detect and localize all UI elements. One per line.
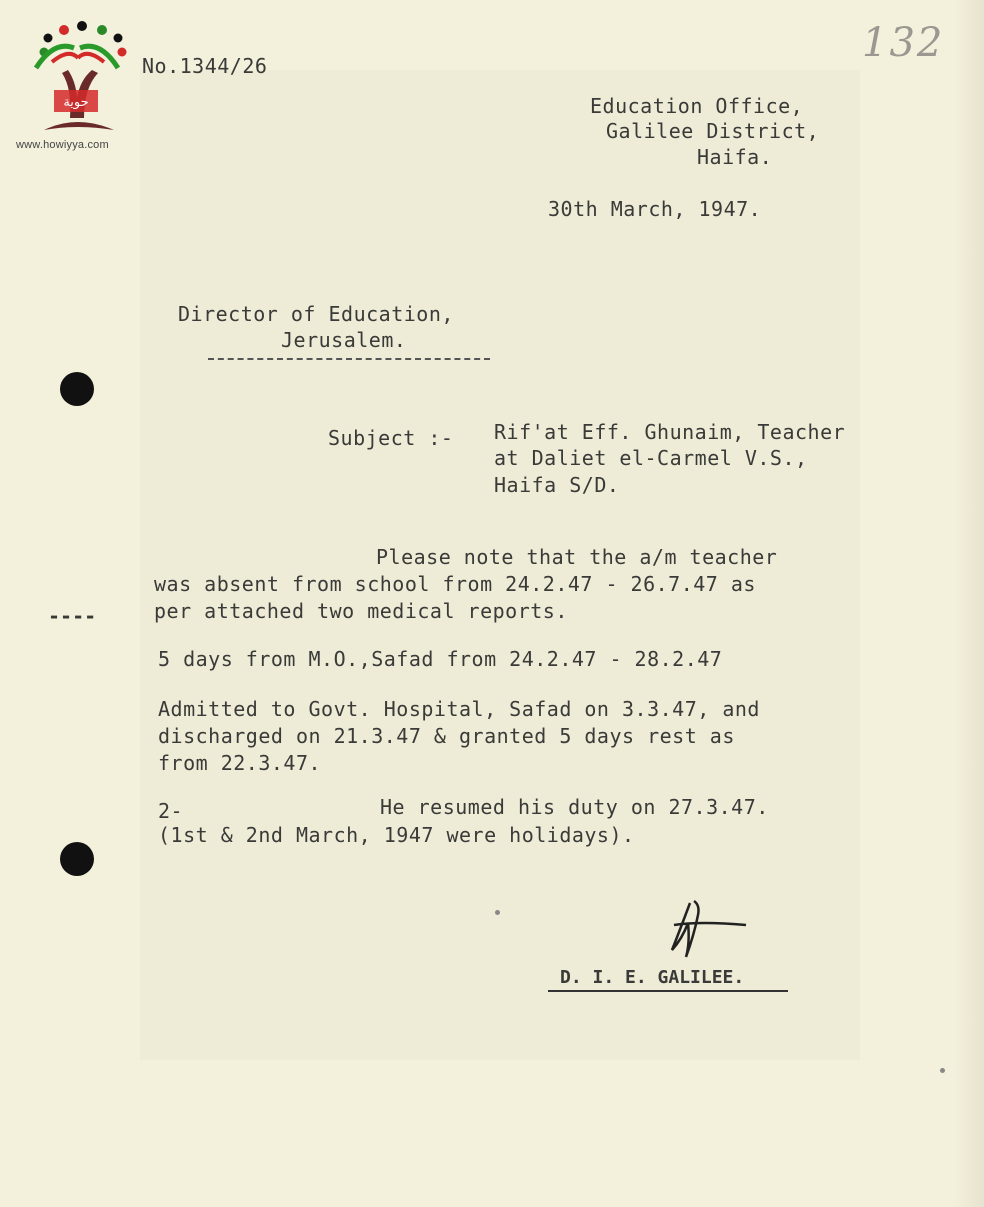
para1-line-3: per attached two medical reports. [154, 599, 568, 623]
margin-mark: ---- [48, 604, 97, 628]
para2: 5 days from M.O.,Safad from 24.2.47 - 28.2.47 [158, 647, 723, 671]
subject-line-1: Rif'at Eff. Ghunaim, Teacher [494, 420, 846, 444]
para3-line-3: from 22.3.47. [158, 751, 322, 775]
para1-line-1: Please note that the a/m teacher [376, 545, 778, 569]
stray-mark [940, 1068, 945, 1073]
signatory-name: D. I. E. GALILEE. [560, 967, 745, 988]
para1-line-2: was absent from school from 24.2.47 - 26.7.47 as [154, 572, 756, 596]
letter-date: 30th March, 1947. [548, 197, 762, 221]
subject-label: Subject :- [328, 426, 454, 450]
punch-hole-bottom [60, 842, 94, 876]
logo-mark-text: حوية [63, 95, 89, 110]
sender-line-3: Haifa. [697, 145, 773, 169]
howiyya-logo [14, 18, 140, 154]
handwritten-page-number: 132 [862, 20, 945, 66]
recipient-line-1: Director of Education, [178, 302, 454, 326]
sender-line-2: Galilee District, [606, 119, 820, 143]
para4-line-2: (1st & 2nd March, 1947 were holidays). [158, 823, 635, 847]
reference-number: No.1344/26 [142, 54, 268, 78]
para4-line-1: He resumed his duty on 27.3.47. [380, 795, 769, 819]
recipient-underline [208, 358, 490, 360]
stray-mark [495, 910, 500, 915]
subject-line-3: Haifa S/D. [494, 473, 620, 497]
sender-line-1: Education Office, [590, 94, 804, 118]
para3-line-1: Admitted to Govt. Hospital, Safad on 3.3.47, and [158, 697, 760, 721]
signature-underline [548, 990, 788, 992]
para3-line-2: discharged on 21.3.47 & granted 5 days rest as [158, 724, 735, 748]
handwritten-signature [660, 895, 755, 965]
subject-line-2: at Daliet el-Carmel V.S., [494, 446, 808, 470]
logo-url[interactable]: www.howiyya.com [16, 139, 109, 151]
recipient-line-2: Jerusalem. [281, 328, 407, 352]
punch-hole-top [60, 372, 94, 406]
para4-number: 2- [158, 799, 184, 823]
